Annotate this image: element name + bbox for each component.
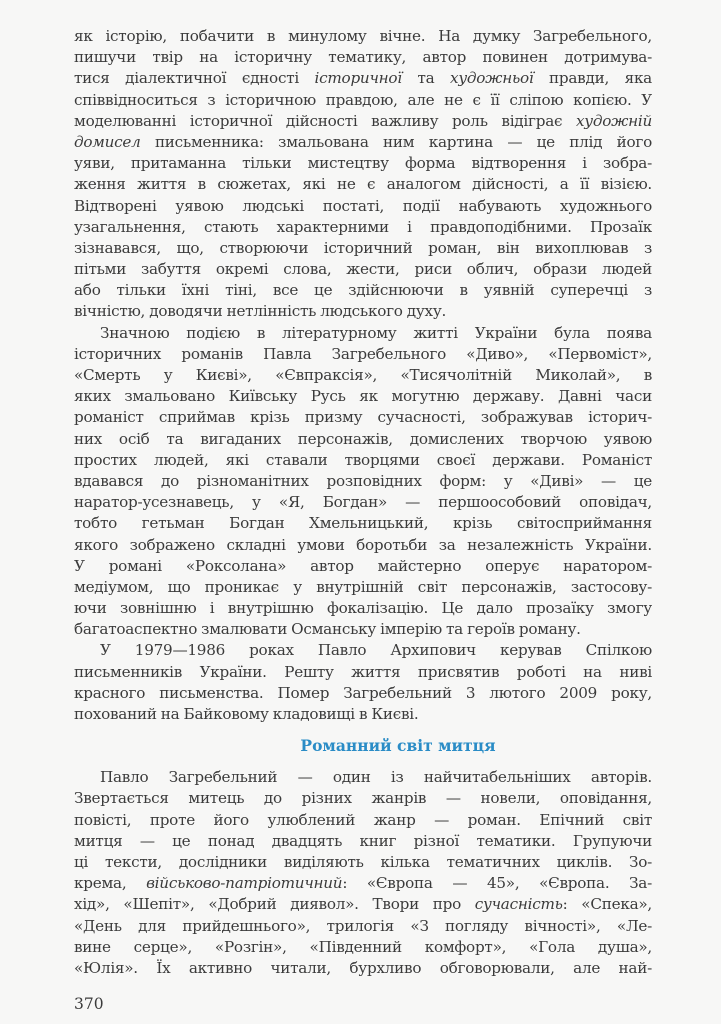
text-segment: митця — це понад двадцять книг різної тематики. Групуючи xyxy=(74,831,652,850)
text-segment: зізнавався, що, створюючи історичний роман, він вихоплював з xyxy=(74,238,652,257)
text-segment: як історію, побачити в минулому вічне. На думку Загребельного, xyxy=(74,27,652,45)
text-segment: «Юлія». Їх активно читали, бурхливо обговорювали, але най- xyxy=(74,958,652,977)
text-segment: похований на Байковому кладовищі в Києві. xyxy=(74,705,419,723)
text-line xyxy=(74,174,652,195)
text-segment: У романі «Роксолана» автор майстерно оперує наратором- xyxy=(74,556,652,575)
text-segment: : «Спека», xyxy=(562,895,652,914)
text-line xyxy=(74,238,652,259)
text-segment: узагальнення, стають характерними і правдоподібними. Прозаїк xyxy=(74,217,652,236)
text-line xyxy=(74,68,652,89)
text-segment: Звертається митець до різних жанрів — новели, оповідання, xyxy=(74,789,652,808)
text-segment: вдавався до різноманітних розповідних форм: у «Диві» — це xyxy=(74,471,652,490)
text-segment: пишучи твір на історичну тематику, автор повинен дотримува- xyxy=(74,48,652,67)
text-line xyxy=(74,471,652,492)
text-line xyxy=(74,598,652,619)
italic-term: сучасність xyxy=(474,895,563,914)
text-segment: пітьми забуття окремі слова, жести, риси облич, образи людей xyxy=(74,260,652,279)
text-line xyxy=(74,556,652,577)
text-segment: уяви, притаманна тільки мистецтву форма відтворення і зобра- xyxy=(74,154,652,173)
text-line xyxy=(74,323,652,344)
text-segment: : «Європа — 45», «Європа. За- xyxy=(342,874,652,893)
text-line xyxy=(74,894,652,915)
text-line xyxy=(74,937,652,958)
text-segment: тися діалектичної єдності xyxy=(74,69,315,88)
text-segment: красного письменства. Помер Загребельний 3 лютого 2009 року, xyxy=(74,683,652,702)
text-segment: крема, xyxy=(74,874,147,893)
text-line xyxy=(74,513,652,534)
text-line xyxy=(74,90,652,111)
text-line xyxy=(74,344,652,365)
text-line xyxy=(74,450,652,471)
text-segment: вічністю, доводячи нетлінність людського духу. xyxy=(74,302,447,321)
text-line xyxy=(74,640,652,661)
text-line xyxy=(74,196,652,217)
text-segment: якого зображено складні умови боротьби за незалежність України. xyxy=(74,535,652,554)
text-segment: «День для прийдешнього», трилогія «З погляду вічності», «Ле- xyxy=(74,916,652,935)
text-line xyxy=(74,132,652,153)
section-novel-world xyxy=(74,767,652,979)
text-segment: співвідноситься з історичною правдою, але не є її сліпою копією. У xyxy=(74,90,652,109)
text-line xyxy=(74,386,652,407)
text-line xyxy=(74,958,652,979)
text-segment: тобто гетьман Богдан Хмельницький, крізь світосприймання xyxy=(74,514,652,533)
page-body xyxy=(74,26,652,979)
text-line xyxy=(74,47,652,68)
text-line xyxy=(74,280,652,301)
text-segment: вине серце», «Розгін», «Південний комфорт», «Гола душа», xyxy=(74,937,652,956)
section-biography xyxy=(74,26,652,725)
text-line xyxy=(74,852,652,873)
text-line xyxy=(74,704,652,725)
text-line xyxy=(74,831,652,852)
text-segment: У 1979—1986 роках Павло Архипович керував Спілкою xyxy=(100,641,652,660)
text-line xyxy=(74,810,652,831)
text-segment: та xyxy=(401,69,451,88)
text-line xyxy=(74,662,652,683)
text-line xyxy=(74,916,652,937)
text-line xyxy=(74,365,652,386)
text-segment: «Смерть у Києві», «Євпраксія», «Тисячолітній Миколай», в xyxy=(74,366,652,384)
text-segment: Павло Загребельний — один із найчитабельніших авторів. xyxy=(100,768,652,787)
text-segment: ження життя в сюжетах, які не є аналогом дійсності, а її візією. xyxy=(74,175,652,194)
text-line xyxy=(74,619,652,640)
text-segment: письменників України. Решту життя присвятив роботі на ниві xyxy=(74,662,652,681)
text-line xyxy=(74,407,652,428)
italic-term: художній xyxy=(575,111,652,130)
text-segment: правди, яка xyxy=(533,69,652,88)
text-line xyxy=(74,259,652,280)
text-line xyxy=(74,153,652,174)
text-segment: письменника: змальована ним картина — це плід його xyxy=(140,132,652,151)
page-number: 370 xyxy=(74,995,104,1013)
section-heading: Романний світ митця xyxy=(300,736,496,756)
italic-term: історичної xyxy=(314,69,402,88)
italic-term: художньої xyxy=(450,69,534,88)
text-segment: або тільки їхні тіні, все це здійснюючи в уявній суперечці з xyxy=(74,281,652,300)
text-segment: повісті, проте його улюблений жанр — роман. Епічний світ xyxy=(74,810,652,829)
text-segment: Відтворені уявою людські постаті, події набувають художнього xyxy=(74,196,652,215)
text-line xyxy=(74,217,652,238)
text-line xyxy=(74,111,652,132)
text-segment: багатоаспектно змалювати Османську імперію та героїв роману. xyxy=(74,620,581,639)
text-segment: яких змальовано Київську Русь як могутню державу. Давні часи xyxy=(74,387,652,406)
text-line xyxy=(74,873,652,894)
text-segment: медіумом, що проникає у внутрішній світ персонажів, застосову- xyxy=(74,577,652,596)
text-segment: історичних романів Павла Загребельного «Диво», «Первоміст», xyxy=(74,344,652,363)
text-line xyxy=(74,492,652,513)
italic-term: військово-патріотичний xyxy=(146,874,343,893)
text-line xyxy=(74,429,652,450)
text-line xyxy=(74,788,652,809)
text-line xyxy=(74,683,652,704)
text-line xyxy=(74,301,652,322)
text-segment: ці тексти, дослідники виділяють кілька тематичних циклів. Зо- xyxy=(74,852,652,871)
text-segment: романіст сприймав крізь призму сучасності, зображував історич- xyxy=(74,408,652,427)
text-segment: простих людей, які ставали творцями своєї держави. Романіст xyxy=(74,450,652,469)
text-segment: ючи зовнішню і внутрішню фокалізацію. Це дало прозаїку змогу xyxy=(74,599,652,618)
text-segment: них осіб та вигаданих персонажів, домислених творчою уявою xyxy=(74,429,652,448)
text-segment: Значною подією в літературному житті України була поява xyxy=(100,323,652,342)
text-line xyxy=(74,535,652,556)
text-segment: хід», «Шепіт», «Добрий диявол». Твори про xyxy=(74,895,475,914)
text-segment: наратор-усезнавець, у «Я, Богдан» — першоособовий оповідач, xyxy=(74,493,652,512)
text-line xyxy=(74,26,652,47)
text-line xyxy=(74,767,652,788)
italic-term: домисел xyxy=(74,132,141,151)
text-segment: моделюванні історичної дійсності важливу роль відіграє xyxy=(74,111,576,130)
text-line xyxy=(74,577,652,598)
